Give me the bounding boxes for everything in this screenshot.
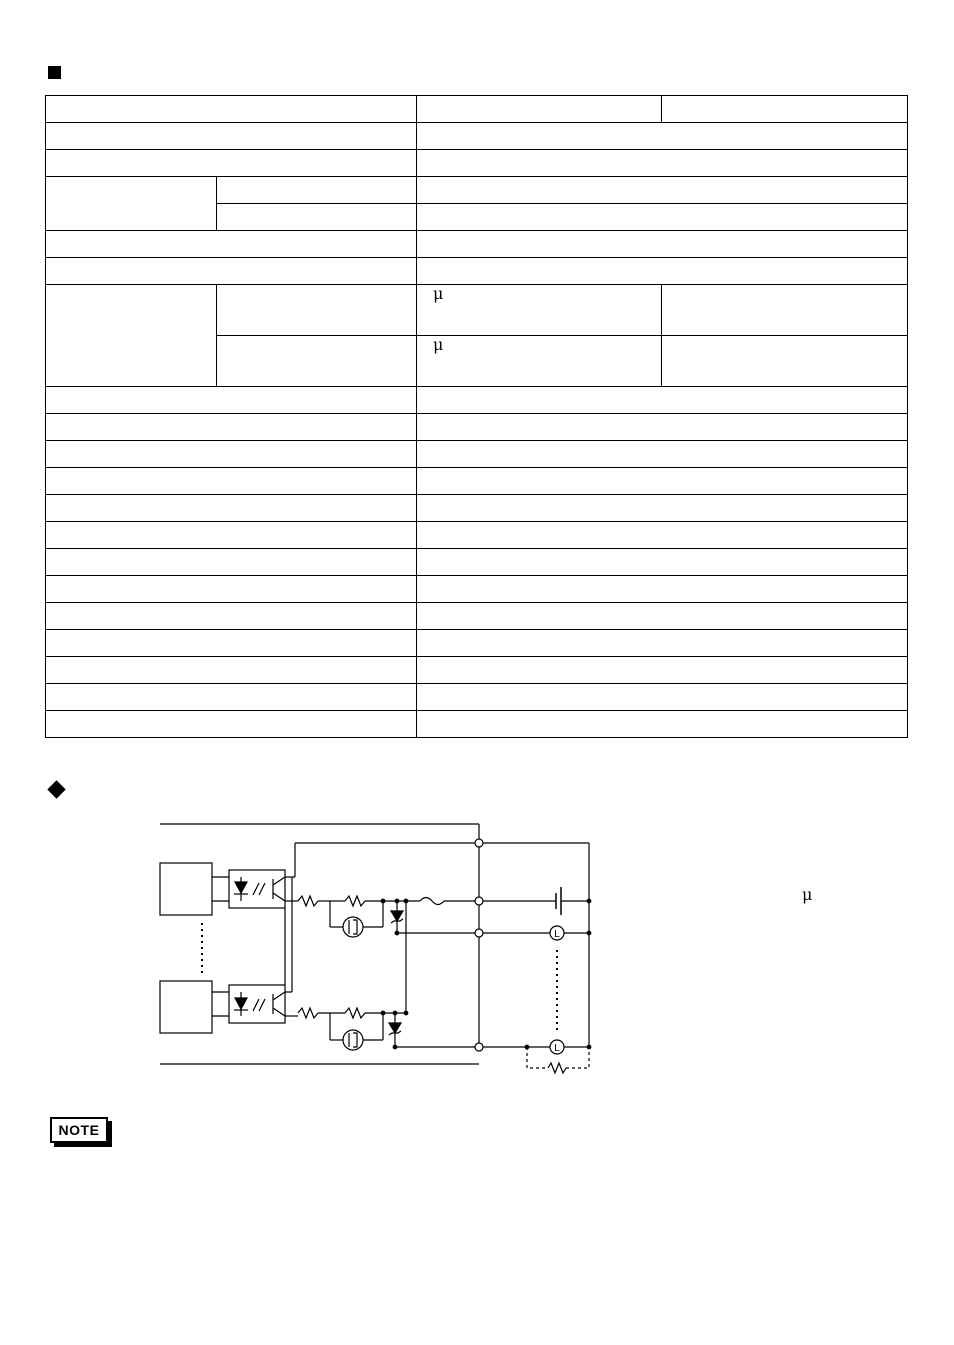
- light-arrow-icon: [253, 999, 259, 1011]
- optional-wire: [527, 1047, 548, 1068]
- junction-dot: [395, 899, 399, 903]
- table-cell: [217, 336, 417, 387]
- table-cell: [417, 414, 908, 441]
- bleeder-resistor-icon: [548, 1063, 566, 1073]
- table-cell: [46, 576, 417, 603]
- junction-dot: [393, 1045, 397, 1049]
- fuse-icon: [420, 898, 444, 905]
- junction-dot: [587, 899, 591, 903]
- table-cell: [417, 150, 908, 177]
- table-cell: [417, 603, 908, 630]
- table-row: [46, 657, 908, 684]
- terminal-icon: [475, 1043, 483, 1051]
- table-cell: [417, 495, 908, 522]
- table-cell: [46, 177, 217, 231]
- table-cell: [46, 657, 417, 684]
- junction-dot: [404, 1011, 408, 1015]
- table-row: [46, 231, 908, 258]
- junction-dot: [587, 931, 591, 935]
- photocoupler: [229, 870, 285, 908]
- phototransistor-collector: [273, 992, 285, 1000]
- table-row: [46, 441, 908, 468]
- table-cell: [217, 285, 417, 336]
- table-cell: [46, 603, 417, 630]
- table-cell: [46, 414, 417, 441]
- table-row: [46, 177, 908, 204]
- note-label: NOTE: [58, 1122, 100, 1138]
- light-arrow-icon: [259, 999, 265, 1011]
- table-cell: [417, 96, 662, 123]
- table-cell: [417, 630, 908, 657]
- mu-symbol: μ: [433, 284, 444, 303]
- output-circuit-diagram: [150, 815, 610, 1080]
- table-cell: [46, 495, 417, 522]
- table-cell: [217, 204, 417, 231]
- table-cell: [46, 684, 417, 711]
- phototransistor-emitter: [273, 1008, 285, 1016]
- table-row: [46, 576, 908, 603]
- junction-dot: [393, 1011, 397, 1015]
- table-row: [46, 123, 908, 150]
- table-row: [46, 684, 908, 711]
- table-cell: [217, 177, 417, 204]
- mosfet-channel: [353, 920, 357, 934]
- terminal-icon: [475, 839, 483, 847]
- table-cell: [46, 630, 417, 657]
- load-label: L: [554, 1043, 560, 1054]
- load-label: L: [554, 929, 560, 940]
- table-cell: [417, 522, 908, 549]
- table-cell: [417, 657, 908, 684]
- mu-symbol: μ: [433, 335, 444, 354]
- table-cell: [46, 96, 417, 123]
- optional-wire: [566, 1047, 589, 1068]
- table-cell: [417, 684, 908, 711]
- table-cell: [662, 285, 908, 336]
- table-cell: [46, 231, 417, 258]
- table-row: [46, 285, 908, 336]
- table-cell: [46, 711, 417, 738]
- table-row: [46, 522, 908, 549]
- mu-symbol: μ: [802, 885, 813, 904]
- table-cell: [46, 387, 417, 414]
- table-cell: [417, 285, 662, 336]
- table-cell: [417, 336, 662, 387]
- terminal-icon: [475, 929, 483, 937]
- table-row: [46, 549, 908, 576]
- table-row: [46, 495, 908, 522]
- table-row: [46, 258, 908, 285]
- phototransistor-collector: [273, 877, 285, 885]
- resistor-icon: [298, 896, 318, 906]
- table-cell: [46, 468, 417, 495]
- junction-dot: [404, 899, 408, 903]
- table-cell: [417, 387, 908, 414]
- resistor-icon: [345, 896, 365, 906]
- table-cell: [417, 231, 908, 258]
- junction-dot: [381, 899, 385, 903]
- resistor-icon: [298, 1008, 318, 1018]
- internal-circuit-block: [160, 863, 212, 915]
- table-cell: [417, 468, 908, 495]
- diamond-bullet-icon: [47, 780, 65, 798]
- table-cell: [417, 177, 908, 204]
- table-cell: [46, 123, 417, 150]
- junction-dot: [381, 1011, 385, 1015]
- table-cell: [417, 576, 908, 603]
- table-cell: [46, 258, 417, 285]
- table-row: [46, 96, 908, 123]
- table-cell: [46, 441, 417, 468]
- table-row: [46, 711, 908, 738]
- table-cell: [417, 204, 908, 231]
- phototransistor-emitter: [273, 893, 285, 901]
- table-row: [46, 387, 908, 414]
- table-cell: [417, 123, 908, 150]
- terminal-icon: [475, 897, 483, 905]
- table-cell: [46, 285, 217, 387]
- table-cell: [417, 258, 908, 285]
- spec-table: [45, 95, 908, 738]
- table-cell: [46, 522, 417, 549]
- light-arrow-icon: [253, 883, 259, 895]
- light-arrow-icon: [259, 883, 265, 895]
- table-cell: [46, 549, 417, 576]
- square-bullet-icon: [48, 66, 61, 79]
- table-cell: [662, 336, 908, 387]
- resistor-icon: [345, 1008, 365, 1018]
- table-row: [46, 414, 908, 441]
- table-row: [46, 630, 908, 657]
- table-cell: [417, 711, 908, 738]
- table-row: [46, 468, 908, 495]
- mosfet-channel: [353, 1033, 357, 1047]
- table-cell: [417, 441, 908, 468]
- table-cell: [46, 150, 417, 177]
- table-row: [46, 603, 908, 630]
- note-badge: [50, 1117, 108, 1143]
- table-row: [46, 150, 908, 177]
- junction-dot: [395, 931, 399, 935]
- internal-circuit-block: [160, 981, 212, 1033]
- table-cell: [662, 96, 908, 123]
- table-cell: [417, 549, 908, 576]
